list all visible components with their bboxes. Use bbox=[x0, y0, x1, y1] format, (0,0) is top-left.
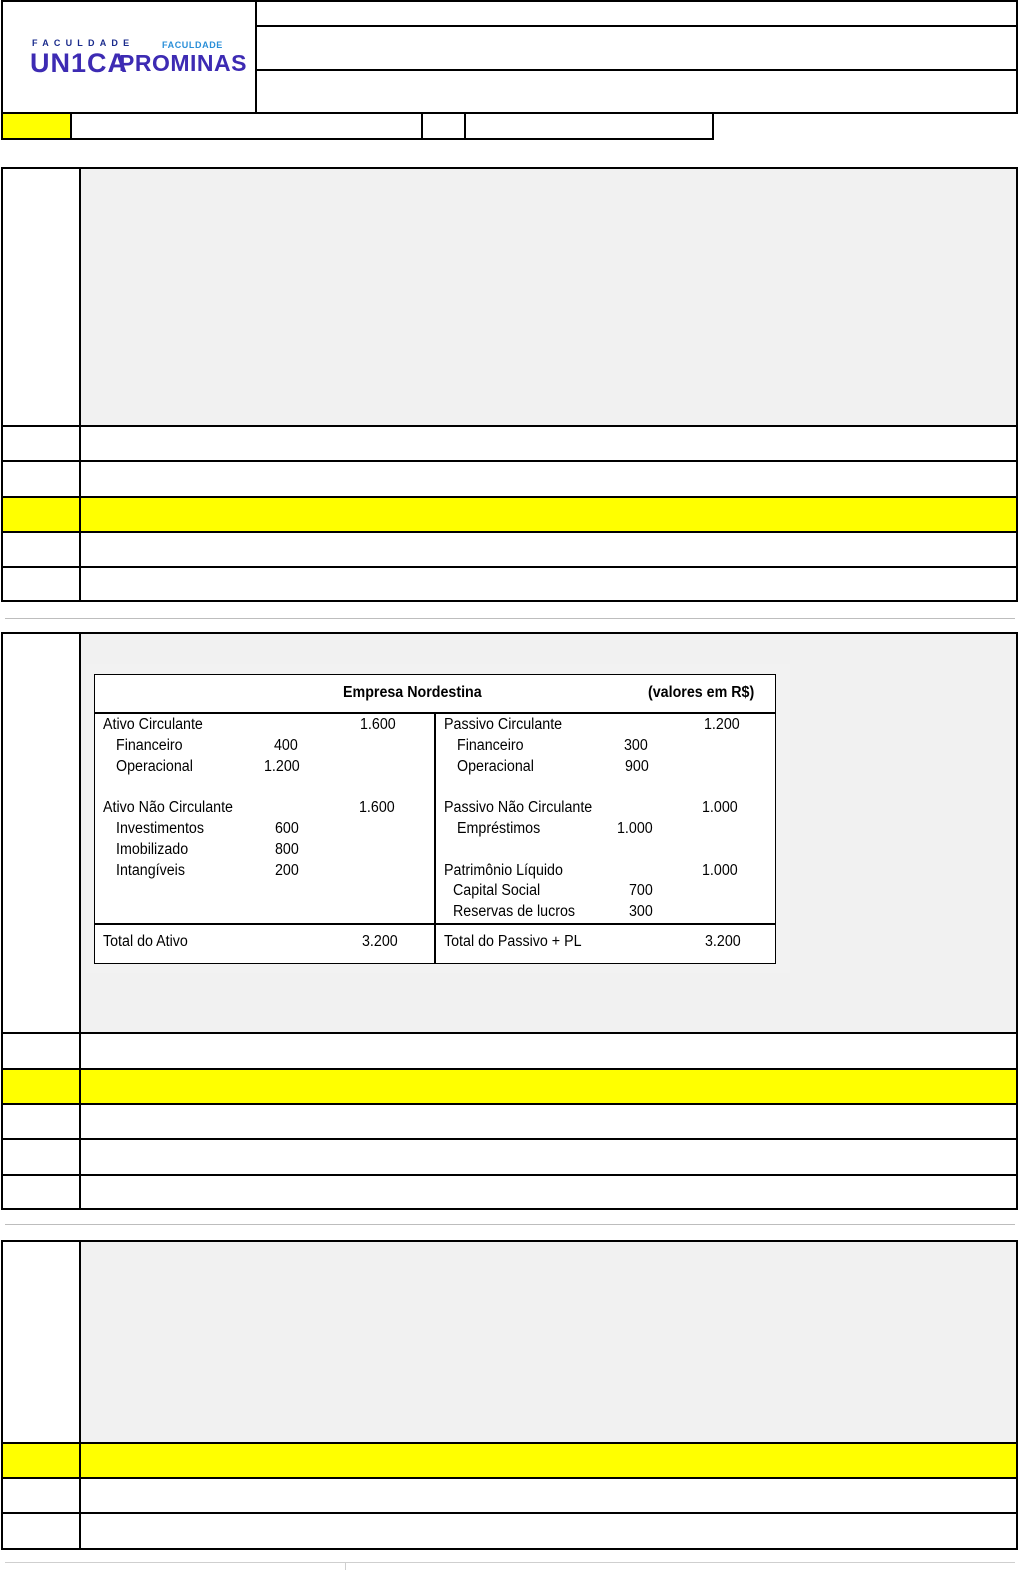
patrimonio-liquido-item-label: Capital Social bbox=[453, 882, 541, 899]
logo-unica-text: UN1CA bbox=[30, 48, 129, 78]
question-3-row-line bbox=[1, 1477, 1018, 1479]
passivo-circulante-item-value: 900 bbox=[625, 758, 649, 775]
balance-sheet-unit-note: (valores em R$) bbox=[648, 684, 755, 701]
total-passivo-pl-value: 3.200 bbox=[705, 933, 741, 950]
question-3-row-line bbox=[1, 1548, 1018, 1550]
question-2-row-line bbox=[1, 1174, 1018, 1176]
total-ativo-label: Total do Ativo bbox=[103, 933, 188, 950]
passivo-circulante-label: Passivo Circulante bbox=[444, 716, 563, 733]
question-1-row-line bbox=[1, 531, 1018, 533]
question-2-row-line bbox=[1, 1068, 1018, 1070]
total-ativo-value: 3.200 bbox=[362, 933, 398, 950]
footer-rule bbox=[5, 1562, 1015, 1563]
question-1-box bbox=[1, 167, 1018, 602]
patrimonio-liquido-total: 1.000 bbox=[702, 862, 738, 879]
question-3-row-line bbox=[1, 1442, 1018, 1444]
ativo-circulante-item-value: 1.200 bbox=[264, 758, 300, 775]
balance-sheet-figure bbox=[86, 664, 790, 973]
passivo-circulante-total: 1.200 bbox=[704, 716, 740, 733]
ativo-nao-circulante-label: Ativo Não Circulante bbox=[103, 799, 233, 816]
header-divider-vertical bbox=[255, 0, 257, 114]
passivo-nao-circulante-item-value: 1.000 bbox=[617, 820, 653, 837]
ativo-nao-circulante-item-label: Imobilizado bbox=[116, 841, 189, 858]
ativo-circulante-item-label: Financeiro bbox=[116, 737, 183, 754]
balance-sheet-title: Empresa Nordestina bbox=[343, 684, 482, 701]
question-2-column-divider bbox=[79, 632, 81, 1210]
logo-faculdade-text: FACULDADE bbox=[32, 38, 135, 48]
question-2-row-line bbox=[1, 1138, 1018, 1140]
question-2-row-line bbox=[1, 1103, 1018, 1105]
question-3-column-divider bbox=[79, 1240, 81, 1550]
separator-1 bbox=[5, 618, 1015, 619]
passivo-nao-circulante-total: 1.000 bbox=[702, 799, 738, 816]
question-1-row-line bbox=[1, 566, 1018, 568]
header-divider-2 bbox=[255, 69, 1018, 71]
ativo-nao-circulante-item-value: 800 bbox=[275, 841, 299, 858]
question-2-row-line bbox=[1, 1032, 1018, 1034]
question-3-box bbox=[1, 1240, 1018, 1550]
header-divider-1 bbox=[255, 25, 1018, 27]
ativo-nao-circulante-item-value: 200 bbox=[275, 862, 299, 879]
passivo-circulante-item-label: Operacional bbox=[457, 758, 534, 775]
passivo-circulante-item-value: 300 bbox=[624, 737, 648, 754]
patrimonio-liquido-item-value: 300 bbox=[629, 903, 653, 920]
logo-faculdade-tag: FACULDADE bbox=[162, 40, 223, 50]
passivo-circulante-item-label: Financeiro bbox=[457, 737, 524, 754]
info-strip bbox=[1, 114, 714, 140]
ativo-nao-circulante-item-label: Investimentos bbox=[116, 820, 204, 837]
question-3-row-line bbox=[1, 1512, 1018, 1514]
ativo-circulante-item-label: Operacional bbox=[116, 758, 193, 775]
info-strip-divider-3 bbox=[464, 114, 466, 140]
info-strip-divider-1 bbox=[70, 114, 72, 140]
footer-tick bbox=[345, 1562, 346, 1570]
question-1-row-line bbox=[1, 460, 1018, 462]
ativo-nao-circulante-item-value: 600 bbox=[275, 820, 299, 837]
info-strip-divider-2 bbox=[421, 114, 423, 140]
ativo-nao-circulante-total: 1.600 bbox=[359, 799, 395, 816]
separator-2 bbox=[5, 1224, 1015, 1225]
question-1-row-line bbox=[1, 425, 1018, 427]
passivo-nao-circulante-label: Passivo Não Circulante bbox=[444, 799, 593, 816]
balance-sheet-center-rule bbox=[434, 712, 436, 964]
patrimonio-liquido-item-label: Reservas de lucros bbox=[453, 903, 576, 920]
total-passivo-pl-label: Total do Passivo + PL bbox=[444, 933, 582, 950]
ativo-circulante-item-value: 400 bbox=[274, 737, 298, 754]
ativo-circulante-label: Ativo Circulante bbox=[103, 716, 203, 733]
ativo-circulante-total: 1.600 bbox=[360, 716, 396, 733]
question-1-column-divider bbox=[79, 167, 81, 602]
patrimonio-liquido-label: Patrimônio Líquido bbox=[444, 862, 563, 879]
question-1-row-line bbox=[1, 496, 1018, 498]
passivo-nao-circulante-item-label: Empréstimos bbox=[457, 820, 541, 837]
logo-prominas-text: PROMINAS bbox=[119, 50, 247, 76]
ativo-nao-circulante-item-label: Intangíveis bbox=[116, 862, 185, 879]
patrimonio-liquido-item-value: 700 bbox=[629, 882, 653, 899]
